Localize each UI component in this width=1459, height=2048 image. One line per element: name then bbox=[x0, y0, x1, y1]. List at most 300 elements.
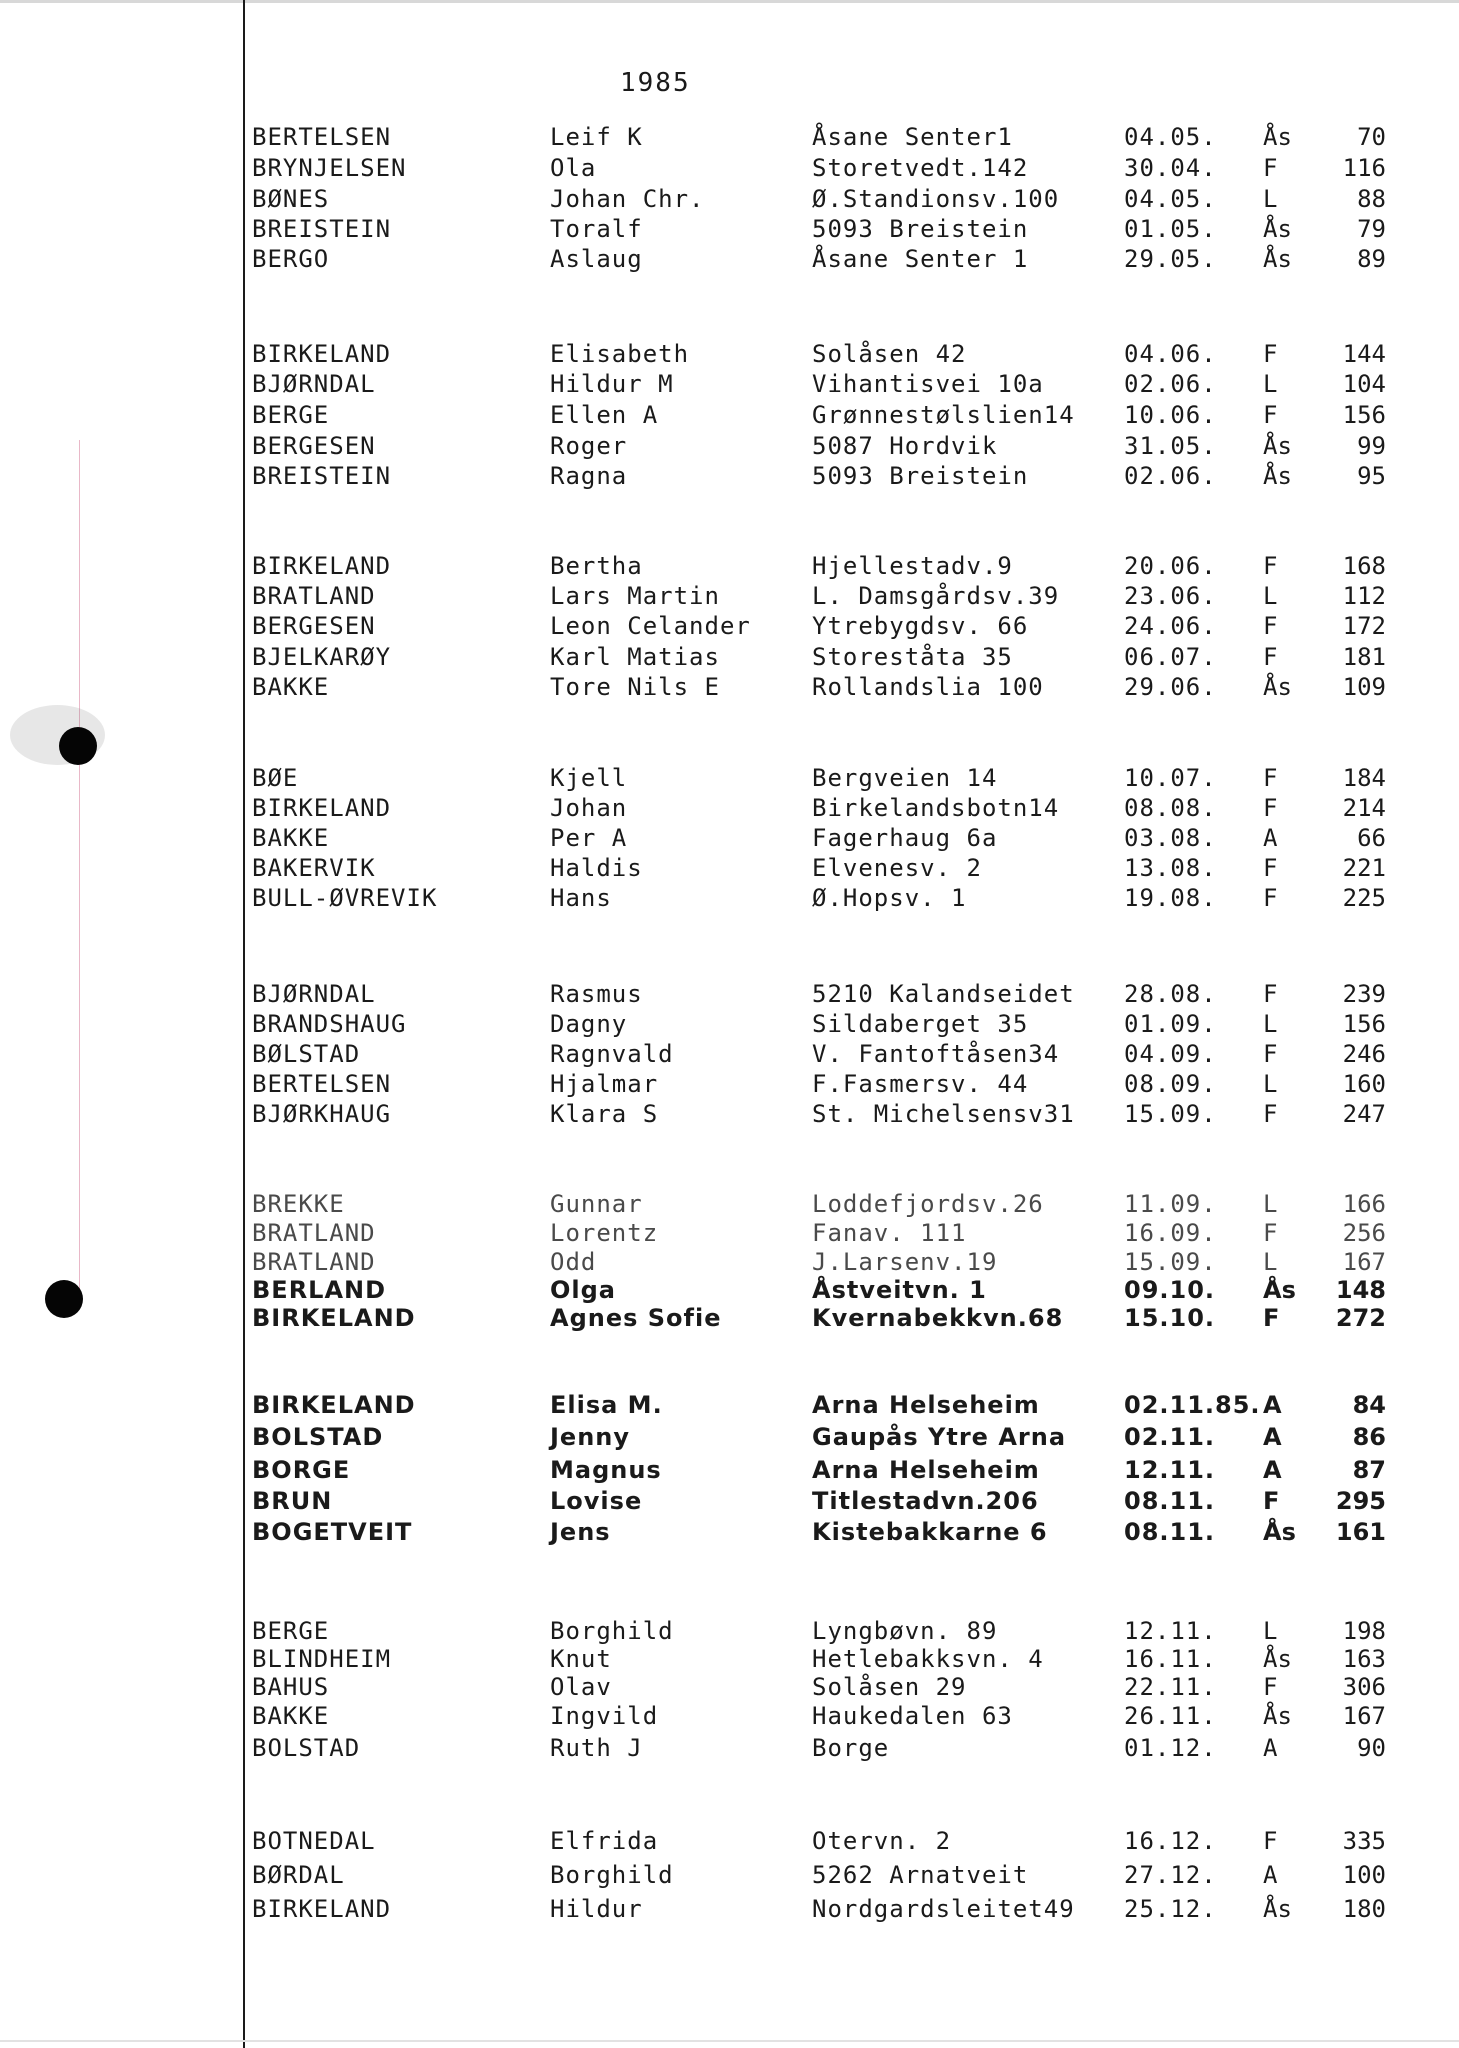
given-name-cell: Elfrida bbox=[550, 1827, 659, 1855]
date-cell: 30.04. bbox=[1124, 154, 1217, 182]
record-number-cell: 239 bbox=[1342, 980, 1386, 1008]
place-code-cell: Ås bbox=[1263, 1895, 1292, 1923]
place-code-cell: L bbox=[1263, 582, 1278, 610]
record-number-cell: 247 bbox=[1342, 1100, 1386, 1128]
address-cell: St. Michelsensv31 bbox=[812, 1100, 1075, 1128]
address-cell: Lyngbøvn. 89 bbox=[812, 1617, 998, 1645]
record-number-cell: 198 bbox=[1342, 1617, 1386, 1645]
surname-cell: BREISTEIN bbox=[252, 215, 392, 243]
place-code-cell: A bbox=[1263, 1456, 1282, 1484]
surname-cell: BERTELSEN bbox=[252, 123, 392, 151]
surname-cell: BREISTEIN bbox=[252, 462, 392, 490]
surname-cell: BIRKELAND bbox=[252, 552, 392, 580]
surname-cell: BOLSTAD bbox=[252, 1423, 384, 1451]
given-name-cell: Ingvild bbox=[550, 1702, 659, 1730]
address-cell: Åsane Senter1 bbox=[812, 123, 1013, 151]
register-row bbox=[0, 1701, 1459, 1731]
date-cell: 12.11. bbox=[1124, 1456, 1216, 1484]
date-cell: 31.05. bbox=[1124, 432, 1217, 460]
given-name-cell: Olav bbox=[550, 1673, 612, 1701]
surname-cell: BRANDSHAUG bbox=[252, 1010, 407, 1038]
date-cell: 28.08. bbox=[1124, 980, 1217, 1008]
address-cell: 5087 Hordvik bbox=[812, 432, 998, 460]
date-cell: 23.06. bbox=[1124, 582, 1217, 610]
register-row bbox=[0, 1039, 1459, 1069]
address-cell: Hjellestadv.9 bbox=[812, 552, 1013, 580]
given-name-cell: Dagny bbox=[550, 1010, 628, 1038]
register-row bbox=[0, 763, 1459, 793]
given-name-cell: Aslaug bbox=[550, 245, 643, 273]
address-cell: 5093 Breistein bbox=[812, 462, 1029, 490]
register-row bbox=[0, 1069, 1459, 1099]
surname-cell: BRYNJELSEN bbox=[252, 154, 407, 182]
date-cell: 10.07. bbox=[1124, 764, 1217, 792]
surname-cell: BORGE bbox=[252, 1456, 351, 1484]
register-row bbox=[0, 979, 1459, 1009]
given-name-cell: Hjalmar bbox=[550, 1070, 659, 1098]
record-number-cell: 79 bbox=[1357, 215, 1386, 243]
record-number-cell: 86 bbox=[1352, 1423, 1386, 1451]
given-name-cell: Hildur bbox=[550, 1895, 643, 1923]
place-code-cell: L bbox=[1263, 1248, 1278, 1276]
place-code-cell: Ås bbox=[1263, 1276, 1296, 1304]
record-number-cell: 272 bbox=[1335, 1304, 1386, 1332]
date-cell: 24.06. bbox=[1124, 612, 1217, 640]
place-code-cell: Ås bbox=[1263, 1645, 1292, 1673]
given-name-cell: Ragnvald bbox=[550, 1040, 674, 1068]
surname-cell: BAKKE bbox=[252, 673, 330, 701]
address-cell: Hetlebakksvn. 4 bbox=[812, 1645, 1044, 1673]
address-cell: Åstveitvn. 1 bbox=[812, 1276, 987, 1304]
given-name-cell: Tore Nils E bbox=[550, 673, 720, 701]
date-cell: 29.05. bbox=[1124, 245, 1217, 273]
register-row bbox=[0, 214, 1459, 244]
given-name-cell: Magnus bbox=[550, 1456, 662, 1484]
date-cell: 03.08. bbox=[1124, 824, 1217, 852]
date-cell: 08.11. bbox=[1124, 1518, 1216, 1546]
place-code-cell: F bbox=[1263, 1040, 1278, 1068]
address-cell: Ø.Standionsv.100 bbox=[812, 185, 1060, 213]
register-row bbox=[0, 1218, 1459, 1248]
register-row bbox=[0, 1275, 1459, 1305]
date-cell: 15.10. bbox=[1124, 1304, 1216, 1332]
place-code-cell: F bbox=[1263, 1827, 1278, 1855]
place-code-cell: L bbox=[1263, 370, 1278, 398]
address-cell: J.Larsenv.19 bbox=[812, 1248, 998, 1276]
record-number-cell: 168 bbox=[1342, 552, 1386, 580]
register-row bbox=[0, 1303, 1459, 1333]
date-cell: 12.11. bbox=[1124, 1617, 1217, 1645]
date-cell: 25.12. bbox=[1124, 1895, 1217, 1923]
date-cell: 02.06. bbox=[1124, 462, 1217, 490]
register-row bbox=[0, 1616, 1459, 1646]
address-cell: Storeståta 35 bbox=[812, 643, 1013, 671]
place-code-cell: Ås bbox=[1263, 123, 1292, 151]
address-cell: Kistebakkarne 6 bbox=[812, 1518, 1048, 1546]
register-row bbox=[0, 611, 1459, 641]
place-code-cell: Ås bbox=[1263, 432, 1292, 460]
given-name-cell: Jens bbox=[550, 1518, 611, 1546]
given-name-cell: Ellen A bbox=[550, 401, 659, 429]
surname-cell: BJØRNDAL bbox=[252, 370, 376, 398]
top-edge bbox=[0, 0, 1459, 3]
record-number-cell: 221 bbox=[1342, 854, 1386, 882]
place-code-cell: Ås bbox=[1263, 245, 1292, 273]
register-row bbox=[0, 793, 1459, 823]
given-name-cell: Elisabeth bbox=[550, 340, 690, 368]
address-cell: Storetvedt.142 bbox=[812, 154, 1029, 182]
register-row bbox=[0, 642, 1459, 672]
surname-cell: BIRKELAND bbox=[252, 340, 392, 368]
date-cell: 22.11. bbox=[1124, 1673, 1217, 1701]
register-row bbox=[0, 184, 1459, 214]
place-code-cell: Ås bbox=[1263, 462, 1292, 490]
place-code-cell: F bbox=[1263, 1219, 1278, 1247]
surname-cell: BERGE bbox=[252, 401, 330, 429]
address-cell: Solåsen 29 bbox=[812, 1673, 967, 1701]
given-name-cell: Toralf bbox=[550, 215, 643, 243]
place-code-cell: F bbox=[1263, 980, 1278, 1008]
register-row bbox=[0, 400, 1459, 430]
place-code-cell: L bbox=[1263, 1617, 1278, 1645]
given-name-cell: Ragna bbox=[550, 462, 628, 490]
surname-cell: BØLSTAD bbox=[252, 1040, 361, 1068]
date-cell: 01.12. bbox=[1124, 1734, 1217, 1762]
surname-cell: BERTELSEN bbox=[252, 1070, 392, 1098]
place-code-cell: F bbox=[1263, 552, 1278, 580]
register-row bbox=[0, 853, 1459, 883]
surname-cell: BAKKE bbox=[252, 1702, 330, 1730]
register-row bbox=[0, 122, 1459, 152]
date-cell: 02.06. bbox=[1124, 370, 1217, 398]
register-row bbox=[0, 1455, 1459, 1485]
given-name-cell: Bertha bbox=[550, 552, 643, 580]
record-number-cell: 87 bbox=[1352, 1456, 1386, 1484]
given-name-cell: Borghild bbox=[550, 1617, 674, 1645]
register-row bbox=[0, 461, 1459, 491]
given-name-cell: Leif K bbox=[550, 123, 643, 151]
surname-cell: BRUN bbox=[252, 1487, 333, 1515]
place-code-cell: Ås bbox=[1263, 215, 1292, 243]
record-number-cell: 100 bbox=[1342, 1861, 1386, 1889]
record-number-cell: 66 bbox=[1357, 824, 1386, 852]
place-code-cell: Ås bbox=[1263, 1518, 1296, 1546]
date-cell: 13.08. bbox=[1124, 854, 1217, 882]
record-number-cell: 161 bbox=[1335, 1518, 1386, 1546]
date-cell: 20.06. bbox=[1124, 552, 1217, 580]
register-row bbox=[0, 823, 1459, 853]
record-number-cell: 104 bbox=[1342, 370, 1386, 398]
surname-cell: BOTNEDAL bbox=[252, 1827, 376, 1855]
surname-cell: BØNES bbox=[252, 185, 330, 213]
surname-cell: BREKKE bbox=[252, 1190, 345, 1218]
surname-cell: BØRDAL bbox=[252, 1861, 345, 1889]
address-cell: 5210 Kalandseidet bbox=[812, 980, 1075, 1008]
address-cell: Vihantisvei 10a bbox=[812, 370, 1044, 398]
place-code-cell: Ås bbox=[1263, 673, 1292, 701]
register-row bbox=[0, 431, 1459, 461]
place-code-cell: A bbox=[1263, 824, 1278, 852]
place-code-cell: L bbox=[1263, 1190, 1278, 1218]
record-number-cell: 180 bbox=[1342, 1895, 1386, 1923]
place-code-cell: F bbox=[1263, 154, 1278, 182]
register-row bbox=[0, 1099, 1459, 1129]
record-number-cell: 109 bbox=[1342, 673, 1386, 701]
address-cell: Kvernabekkvn.68 bbox=[812, 1304, 1064, 1332]
date-cell: 16.12. bbox=[1124, 1827, 1217, 1855]
date-cell: 10.06. bbox=[1124, 401, 1217, 429]
place-code-cell: F bbox=[1263, 1304, 1280, 1332]
given-name-cell: Knut bbox=[550, 1645, 612, 1673]
surname-cell: BAKERVIK bbox=[252, 854, 376, 882]
register-row bbox=[0, 1189, 1459, 1219]
record-number-cell: 156 bbox=[1342, 1010, 1386, 1038]
record-number-cell: 116 bbox=[1342, 154, 1386, 182]
address-cell: Otervn. 2 bbox=[812, 1827, 952, 1855]
surname-cell: BJØRNDAL bbox=[252, 980, 376, 1008]
punch-hole-top bbox=[59, 727, 97, 765]
surname-cell: BIRKELAND bbox=[252, 1895, 392, 1923]
place-code-cell: F bbox=[1263, 854, 1278, 882]
register-row bbox=[0, 1733, 1459, 1763]
surname-cell: BERLAND bbox=[252, 1276, 387, 1304]
address-cell: F.Fasmersv. 44 bbox=[812, 1070, 1029, 1098]
register-row bbox=[0, 1009, 1459, 1039]
surname-cell: BERGESEN bbox=[252, 432, 376, 460]
record-number-cell: 256 bbox=[1342, 1219, 1386, 1247]
address-cell: Nordgardsleitet49 bbox=[812, 1895, 1075, 1923]
surname-cell: BERGE bbox=[252, 1617, 330, 1645]
register-row bbox=[0, 1672, 1459, 1702]
record-number-cell: 163 bbox=[1342, 1645, 1386, 1673]
address-cell: Arna Helseheim bbox=[812, 1391, 1040, 1419]
date-cell: 04.05. bbox=[1124, 123, 1217, 151]
surname-cell: BØE bbox=[252, 764, 299, 792]
date-cell: 19.08. bbox=[1124, 884, 1217, 912]
bottom-edge bbox=[0, 2040, 1459, 2042]
address-cell: Ytrebygdsv. 66 bbox=[812, 612, 1029, 640]
surname-cell: BRATLAND bbox=[252, 1248, 376, 1276]
address-cell: Arna Helseheim bbox=[812, 1456, 1040, 1484]
date-cell: 27.12. bbox=[1124, 1861, 1217, 1889]
record-number-cell: 112 bbox=[1342, 582, 1386, 610]
given-name-cell: Leon Celander bbox=[550, 612, 751, 640]
place-code-cell: F bbox=[1263, 794, 1278, 822]
place-code-cell: F bbox=[1263, 1487, 1280, 1515]
register-row bbox=[0, 1390, 1459, 1420]
record-number-cell: 214 bbox=[1342, 794, 1386, 822]
given-name-cell: Karl Matias bbox=[550, 643, 720, 671]
given-name-cell: Hans bbox=[550, 884, 612, 912]
given-name-cell: Johan bbox=[550, 794, 628, 822]
given-name-cell: Roger bbox=[550, 432, 628, 460]
date-cell: 02.11.85. bbox=[1124, 1391, 1261, 1419]
place-code-cell: A bbox=[1263, 1391, 1282, 1419]
register-row bbox=[0, 581, 1459, 611]
date-cell: 15.09. bbox=[1124, 1100, 1217, 1128]
date-cell: 08.11. bbox=[1124, 1487, 1216, 1515]
record-number-cell: 335 bbox=[1342, 1827, 1386, 1855]
record-number-cell: 156 bbox=[1342, 401, 1386, 429]
surname-cell: BRATLAND bbox=[252, 582, 376, 610]
record-number-cell: 167 bbox=[1342, 1248, 1386, 1276]
register-row bbox=[0, 369, 1459, 399]
date-cell: 02.11. bbox=[1124, 1423, 1216, 1451]
given-name-cell: Olga bbox=[550, 1276, 617, 1304]
given-name-cell: Borghild bbox=[550, 1861, 674, 1889]
record-number-cell: 181 bbox=[1342, 643, 1386, 671]
given-name-cell: Odd bbox=[550, 1248, 597, 1276]
given-name-cell: Jenny bbox=[550, 1423, 631, 1451]
page-title: 1985 bbox=[620, 68, 691, 98]
address-cell: V. Fantoftåsen34 bbox=[812, 1040, 1060, 1068]
place-code-cell: A bbox=[1263, 1734, 1278, 1762]
address-cell: Ø.Hopsv. 1 bbox=[812, 884, 967, 912]
given-name-cell: Agnes Sofie bbox=[550, 1304, 722, 1332]
place-code-cell: F bbox=[1263, 643, 1278, 671]
surname-cell: BERGO bbox=[252, 245, 330, 273]
address-cell: Rollandslia 100 bbox=[812, 673, 1044, 701]
register-row bbox=[0, 1644, 1459, 1674]
record-number-cell: 246 bbox=[1342, 1040, 1386, 1068]
surname-cell: BOGETVEIT bbox=[252, 1518, 413, 1546]
surname-cell: BJELKARØY bbox=[252, 643, 392, 671]
register-row bbox=[0, 244, 1459, 274]
date-cell: 04.06. bbox=[1124, 340, 1217, 368]
surname-cell: BJØRKHAUG bbox=[252, 1100, 392, 1128]
date-cell: 09.10. bbox=[1124, 1276, 1216, 1304]
record-number-cell: 225 bbox=[1342, 884, 1386, 912]
surname-cell: BIRKELAND bbox=[252, 794, 392, 822]
date-cell: 06.07. bbox=[1124, 643, 1217, 671]
address-cell: Haukedalen 63 bbox=[812, 1702, 1013, 1730]
address-cell: Sildaberget 35 bbox=[812, 1010, 1029, 1038]
surname-cell: BRATLAND bbox=[252, 1219, 376, 1247]
record-number-cell: 172 bbox=[1342, 612, 1386, 640]
address-cell: L. Damsgårdsv.39 bbox=[812, 582, 1060, 610]
surname-cell: BIRKELAND bbox=[252, 1391, 416, 1419]
address-cell: Birkelandsbotn14 bbox=[812, 794, 1060, 822]
address-cell: Gaupås Ytre Arna bbox=[812, 1423, 1067, 1451]
given-name-cell: Gunnar bbox=[550, 1190, 643, 1218]
given-name-cell: Elisa M. bbox=[550, 1391, 663, 1419]
place-code-cell: Ås bbox=[1263, 1702, 1292, 1730]
record-number-cell: 160 bbox=[1342, 1070, 1386, 1098]
register-row bbox=[0, 339, 1459, 369]
register-row bbox=[0, 1826, 1459, 1856]
register-row bbox=[0, 1860, 1459, 1890]
surname-cell: BLINDHEIM bbox=[252, 1645, 392, 1673]
given-name-cell: Rasmus bbox=[550, 980, 643, 1008]
date-cell: 11.09. bbox=[1124, 1190, 1217, 1218]
address-cell: Borge bbox=[812, 1734, 890, 1762]
date-cell: 16.09. bbox=[1124, 1219, 1217, 1247]
given-name-cell: Hildur M bbox=[550, 370, 674, 398]
place-code-cell: L bbox=[1263, 185, 1278, 213]
place-code-cell: L bbox=[1263, 1070, 1278, 1098]
record-number-cell: 89 bbox=[1357, 245, 1386, 273]
date-cell: 04.05. bbox=[1124, 185, 1217, 213]
place-code-cell: F bbox=[1263, 612, 1278, 640]
record-number-cell: 144 bbox=[1342, 340, 1386, 368]
register-row bbox=[0, 1422, 1459, 1452]
address-cell: Elvenesv. 2 bbox=[812, 854, 982, 882]
address-cell: Bergveien 14 bbox=[812, 764, 998, 792]
place-code-cell: F bbox=[1263, 884, 1278, 912]
record-number-cell: 88 bbox=[1357, 185, 1386, 213]
register-row bbox=[0, 1517, 1459, 1547]
given-name-cell: Per A bbox=[550, 824, 628, 852]
address-cell: Solåsen 42 bbox=[812, 340, 967, 368]
given-name-cell: Haldis bbox=[550, 854, 643, 882]
surname-cell: BIRKELAND bbox=[252, 1304, 416, 1332]
record-number-cell: 167 bbox=[1342, 1702, 1386, 1730]
record-number-cell: 184 bbox=[1342, 764, 1386, 792]
address-cell: Fanav. 111 bbox=[812, 1219, 967, 1247]
address-cell: Grønnestølslien14 bbox=[812, 401, 1075, 429]
date-cell: 16.11. bbox=[1124, 1645, 1217, 1673]
date-cell: 15.09. bbox=[1124, 1248, 1217, 1276]
surname-cell: BERGESEN bbox=[252, 612, 376, 640]
date-cell: 26.11. bbox=[1124, 1702, 1217, 1730]
given-name-cell: Kjell bbox=[550, 764, 628, 792]
record-number-cell: 95 bbox=[1357, 462, 1386, 490]
given-name-cell: Johan Chr. bbox=[550, 185, 705, 213]
surname-cell: BAKKE bbox=[252, 824, 330, 852]
given-name-cell: Lorentz bbox=[550, 1219, 659, 1247]
record-number-cell: 306 bbox=[1342, 1673, 1386, 1701]
record-number-cell: 84 bbox=[1352, 1391, 1386, 1419]
record-number-cell: 90 bbox=[1357, 1734, 1386, 1762]
place-code-cell: F bbox=[1263, 1673, 1278, 1701]
address-cell: Loddefjordsv.26 bbox=[812, 1190, 1044, 1218]
register-row bbox=[0, 1247, 1459, 1277]
record-number-cell: 70 bbox=[1357, 123, 1386, 151]
address-cell: 5262 Arnatveit bbox=[812, 1861, 1029, 1889]
surname-cell: BULL-ØVREVIK bbox=[252, 884, 438, 912]
register-row bbox=[0, 883, 1459, 913]
date-cell: 29.06. bbox=[1124, 673, 1217, 701]
surname-cell: BAHUS bbox=[252, 1673, 330, 1701]
record-number-cell: 148 bbox=[1335, 1276, 1386, 1304]
record-number-cell: 295 bbox=[1335, 1487, 1386, 1515]
date-cell: 04.09. bbox=[1124, 1040, 1217, 1068]
register-row bbox=[0, 1894, 1459, 1924]
address-cell: Titlestadvn.206 bbox=[812, 1487, 1039, 1515]
date-cell: 01.05. bbox=[1124, 215, 1217, 243]
register-row bbox=[0, 1486, 1459, 1516]
place-code-cell: F bbox=[1263, 1100, 1278, 1128]
place-code-cell: F bbox=[1263, 401, 1278, 429]
given-name-cell: Lovise bbox=[550, 1487, 643, 1515]
surname-cell: BOLSTAD bbox=[252, 1734, 361, 1762]
register-row bbox=[0, 551, 1459, 581]
address-cell: Fagerhaug 6a bbox=[812, 824, 998, 852]
place-code-cell: A bbox=[1263, 1861, 1278, 1889]
given-name-cell: Ola bbox=[550, 154, 597, 182]
date-cell: 08.09. bbox=[1124, 1070, 1217, 1098]
date-cell: 08.08. bbox=[1124, 794, 1217, 822]
record-number-cell: 166 bbox=[1342, 1190, 1386, 1218]
place-code-cell: F bbox=[1263, 340, 1278, 368]
address-cell: 5093 Breistein bbox=[812, 215, 1029, 243]
given-name-cell: Ruth J bbox=[550, 1734, 643, 1762]
place-code-cell: F bbox=[1263, 764, 1278, 792]
place-code-cell: L bbox=[1263, 1010, 1278, 1038]
record-number-cell: 99 bbox=[1357, 432, 1386, 460]
date-cell: 01.09. bbox=[1124, 1010, 1217, 1038]
given-name-cell: Klara S bbox=[550, 1100, 659, 1128]
